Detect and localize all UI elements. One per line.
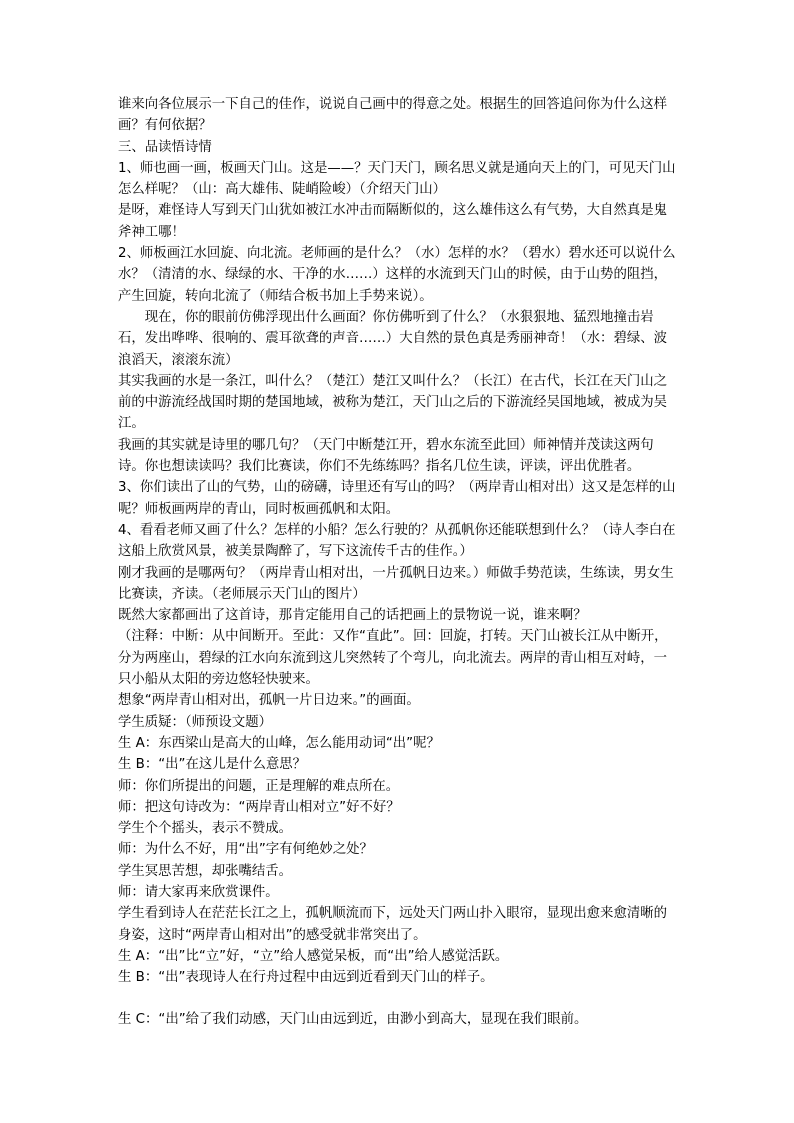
dialogue-line-9: 生 A：“出”比“立”好，“立”给人感觉呆板，而“出”给人感觉活跃。 [118,948,509,964]
paragraph-5: 2、师板画江水回旋、向北流。老师画的是什么？（水）怎样的水？（碧水）碧水还可以说什么水？（清清的水、绿绿的水、干净的水……）这样的水流到天门山的时候，由于山势的阻挡，产生回旋，转向北流了（师结合板书加上手势来说）。 [118,246,676,304]
paragraph-15: 学生质疑：（师预设文题） [118,714,272,730]
dialogue-line-3: 师：你们所提出的问题，正是理解的难点所在。 [118,778,400,794]
dialogue-line-5: 学生个个摇头，表示不赞成。 [118,821,293,837]
document-body [118,94,678,1031]
paragraph-24: 学生看到诗人在茫茫长江之上，孤帆顺流而下，远处天门两山扑入眼帘，显现出愈来愈清晰的身姿，这时“两岸青山相对出”的感受就非常突出了。 [118,906,668,943]
dialogue-line-2: 生 B：“出”在这儿是什么意思？ [118,757,307,773]
paragraph-11: 刚才我画的是哪两句？（两岸青山相对出，一片孤帆日边来。）师做手势范读，生练读，男女生比赛读，齐读。（老师展示天门山的图片） [118,565,674,602]
paragraph-1: 谁来向各位展示一下自己的佳作，说说自己画中的得意之处。根据生的回答追问你为什么这样画？有何依据？ [118,97,668,134]
paragraph-14: 想象“两岸青山相对出，孤帆一片日边来。”的画面。 [118,693,420,709]
section-heading: 三、品读悟诗情 [118,139,212,155]
paragraph-7: 其实我画的水是一条江，叫什么？（楚江）楚江又叫什么？（长江）在古代，长江在天门山之前的中游流经战国时期的楚国地域，被称为楚江，天门山之后的下游流经吴国地域，被成为吴江。 [118,373,668,432]
paragraph-4: 是呀，难怪诗人写到天门山犹如被江水冲击而隔断似的，这么雄伟这么有气势，大自然真是鬼斧神工哪！ [118,203,668,240]
dialogue-line-6: 师：为什么不好，用“出”字有何绝妙之处？ [118,842,373,858]
paragraph-3: 1、师也画一画，板画天门山。这是——？天门天门，顾名思义就是通向天上的门，可见天门山怎么样呢？（山：高大雄伟、陡峭险峻）（介绍天门山） [118,160,676,198]
dialogue-line-4: 师：把这句诗改为：“两岸青山相对立”好不好？ [118,799,400,815]
paragraph-10: 4、看看老师又画了什么？怎样的小船？怎么行驶的？从孤帆你还能联想到什么？（诗人李白在这船上欣赏风景，被美景陶醉了，写下这流传千古的佳作。） [118,522,676,560]
dialogue-line-11: 生 C：“出”给了我们动感，天门山由远到近，由渺小到高大，显现在我们眼前。 [118,1012,588,1028]
paragraph-8: 我画的其实就是诗里的哪几句？（天门中断楚江开，碧水东流至此回）师神情并茂读这两句诗。你也想读读吗？我们比赛读，你们不先练练吗？指名几位生读，评读，评出优胜者。 [118,437,654,475]
dialogue-line-8: 师：请大家再来欣赏课件。 [118,884,279,900]
dialogue-line-1: 生 A：东西梁山是高大的山峰，怎么能用动词“出”呢？ [118,735,440,751]
dialogue-line-7: 学生冥思苦想，却张嘴结舌。 [118,863,293,879]
dialogue-line-10: 生 B：“出”表现诗人在行舟过程中由远到近看到天门山的样子。 [118,970,494,986]
annotation-paragraph: （注释：中断：从中间断开。至此：又作“直此”。回：回旋，打转。天门山被长江从中断开，分为两座山，碧绿的江水向东流到这儿突然转了个弯儿，向北流去。两岸的青山相互对峙，一只小船从太阳的旁边悠轻快驶来。 [118,629,668,688]
paragraph-6: 现在，你的眼前仿佛浮现出什么画面？你仿佛听到了什么？（水狠狠地、猛烈地撞击岩石，发出哗哗、很响的、震耳欲聋的声音……）大自然的景色真是秀丽神奇！（水：碧绿、波浪滔天，滚滚东流） [118,309,668,368]
paragraph-9: 3、你们读出了山的气势，山的磅礴，诗里还有写山的吗？（两岸青山相对出）这又是怎样的山呢？师板画两岸的青山，同时板画孤帆和太阳。 [118,480,676,517]
paragraph-12: 既然大家都画出了这首诗，那肯定能用自己的话把画上的景物说一说，谁来啊？ [118,608,587,624]
